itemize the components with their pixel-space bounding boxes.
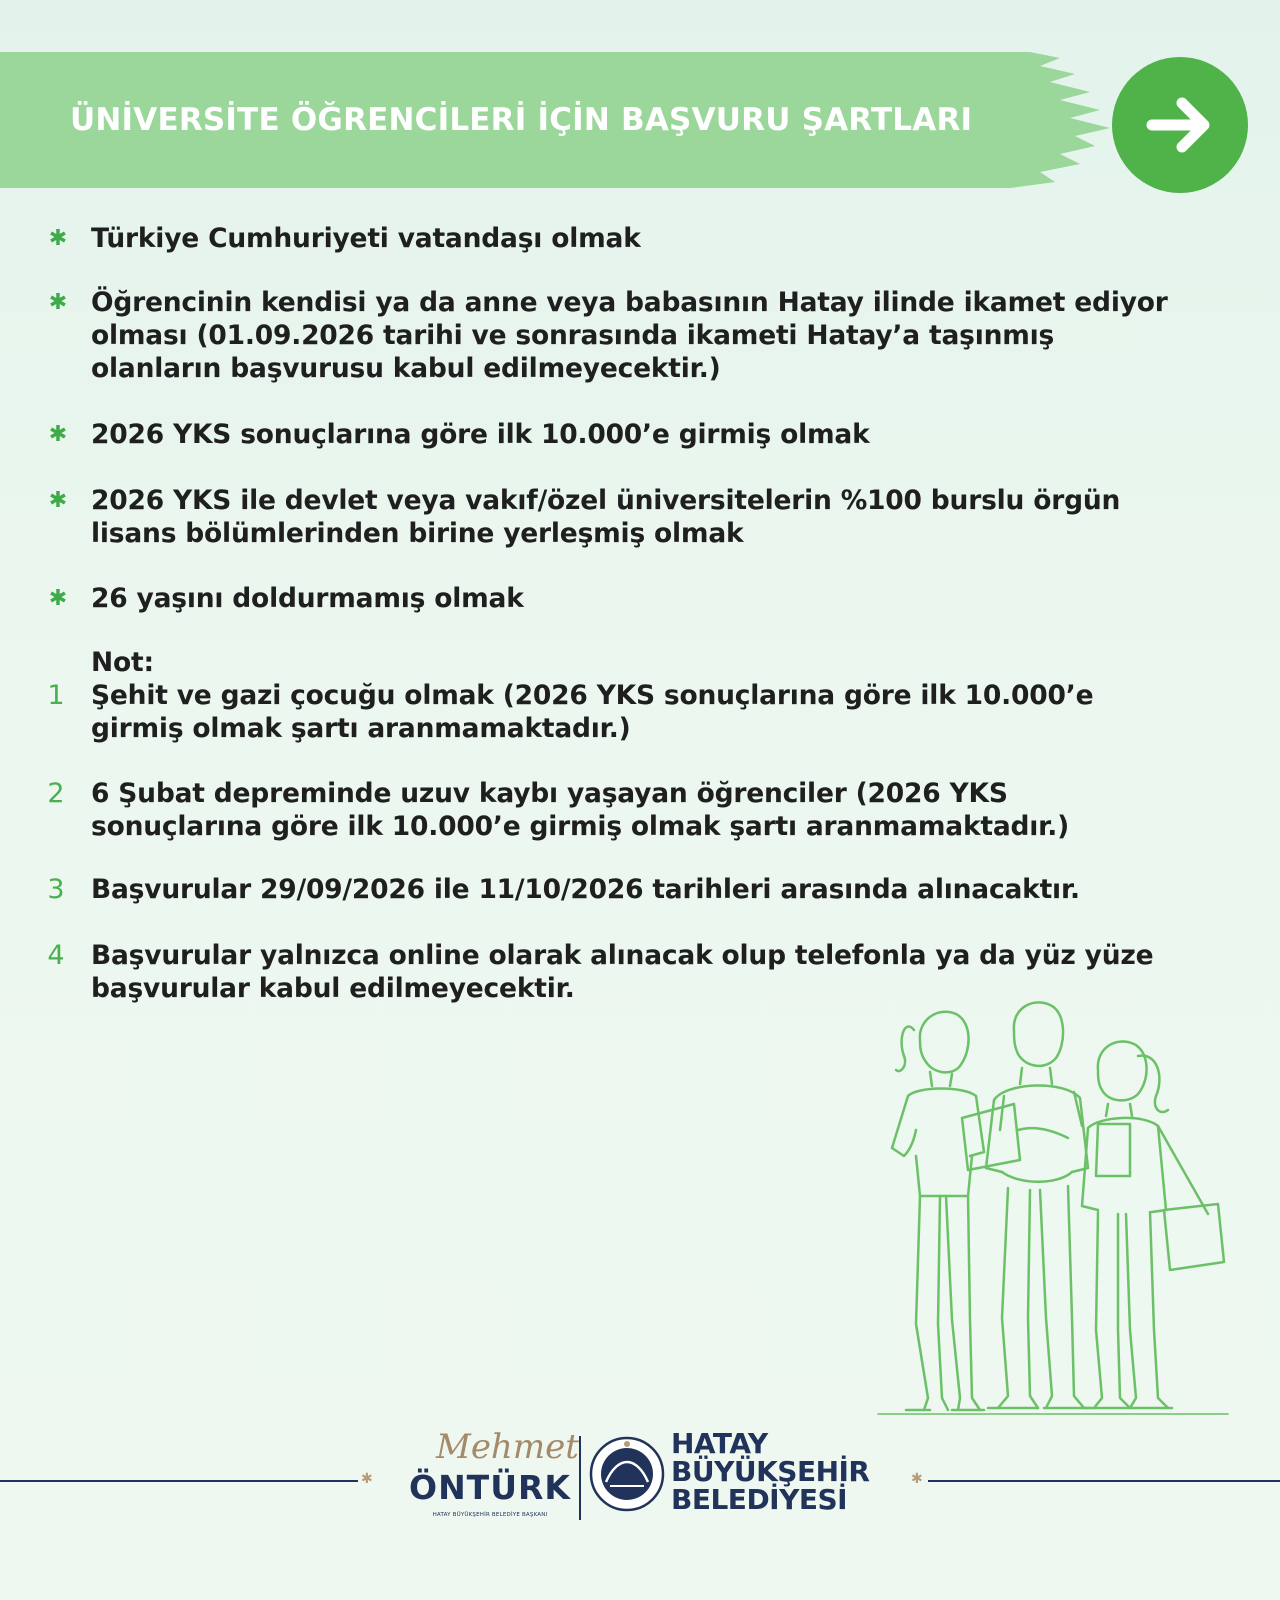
bullet-star-icon: ✱ [48, 226, 68, 251]
note-text: Başvurular 29/09/2026 ile 11/10/2026 tarihleri arasında alınacaktır. [91, 874, 1080, 905]
footer-line-left [0, 1480, 358, 1482]
requirement-text: 26 yaşını doldurmamış olmak [91, 583, 524, 614]
page-title: ÜNİVERSİTE ÖĞRENCİLERİ İÇİN BAŞVURU ŞARTLARI [70, 102, 973, 138]
org-name-line: HATAY [671, 1427, 768, 1460]
note-text: Şehit ve gazi çocuğu olmak (2026 YKS sonuçlarına göre ilk 10.000’e girmiş olmak şartı aranmamaktadır.) [91, 680, 1094, 744]
footer-line-right [928, 1480, 1280, 1482]
note-text: Başvurular yalnızca online olarak alınacak olup telefonla ya da yüz yüze başvurular kabul edilmeyecektir. [91, 940, 1154, 1004]
org-name-line: BÜYÜKŞEHİR [671, 1455, 870, 1488]
requirement-text: 2026 YKS ile devlet veya vakıf/özel üniversitelerin %100 burslu örgün lisans bölümlerinden birine yerleşmiş olmak [91, 485, 1121, 549]
note-number: 2 [47, 778, 65, 809]
signature-script: Mehmet [436, 1427, 579, 1467]
note-text: 6 Şubat depreminde uzuv kaybı yaşayan öğrenciler (2026 YKS sonuçlarına göre ilk 10.000’e girmiş olmak şartı aranmamaktadır.) [91, 778, 1070, 842]
arrow-right-icon [1142, 87, 1218, 163]
note-number: 4 [47, 940, 65, 971]
footer-star-icon: ✱ [911, 1471, 923, 1487]
requirement-text: Türkiye Cumhuriyeti vatandaşı olmak [91, 223, 641, 254]
note-number: 3 [47, 874, 65, 905]
requirement-text: 2026 YKS sonuçlarına göre ilk 10.000’e girmiş olmak [91, 419, 870, 450]
bullet-star-icon: ✱ [48, 488, 68, 513]
footer-star-icon: ✱ [361, 1471, 373, 1487]
signature-subtitle: HATAY BÜYÜKŞEHİR BELEDİYE BAŞKANI [432, 1512, 548, 1518]
notes-label: Not: [91, 647, 154, 678]
note-number: 1 [47, 680, 65, 711]
bullet-star-icon: ✱ [48, 422, 68, 447]
bullet-star-icon: ✱ [48, 586, 68, 611]
signature-name: ÖNTÜRK [409, 1468, 571, 1507]
requirement-text: Öğrencinin kendisi ya da anne veya babasının Hatay ilinde ikamet ediyor olması (01.09.2026 tarihi ve sonrasında ikameti Hatay’a taşınmış olanların başvurusu kabul edilmeyecektir.) [91, 287, 1168, 384]
organization-name [671, 1427, 870, 1516]
org-name-line: BELEDİYESİ [671, 1483, 848, 1516]
bullet-star-icon: ✱ [48, 290, 68, 315]
header-banner [0, 52, 1120, 188]
municipality-seal-icon [588, 1424, 666, 1524]
students-illustration [868, 1000, 1248, 1450]
next-button[interactable] [1112, 57, 1248, 193]
footer-divider [579, 1436, 581, 1520]
